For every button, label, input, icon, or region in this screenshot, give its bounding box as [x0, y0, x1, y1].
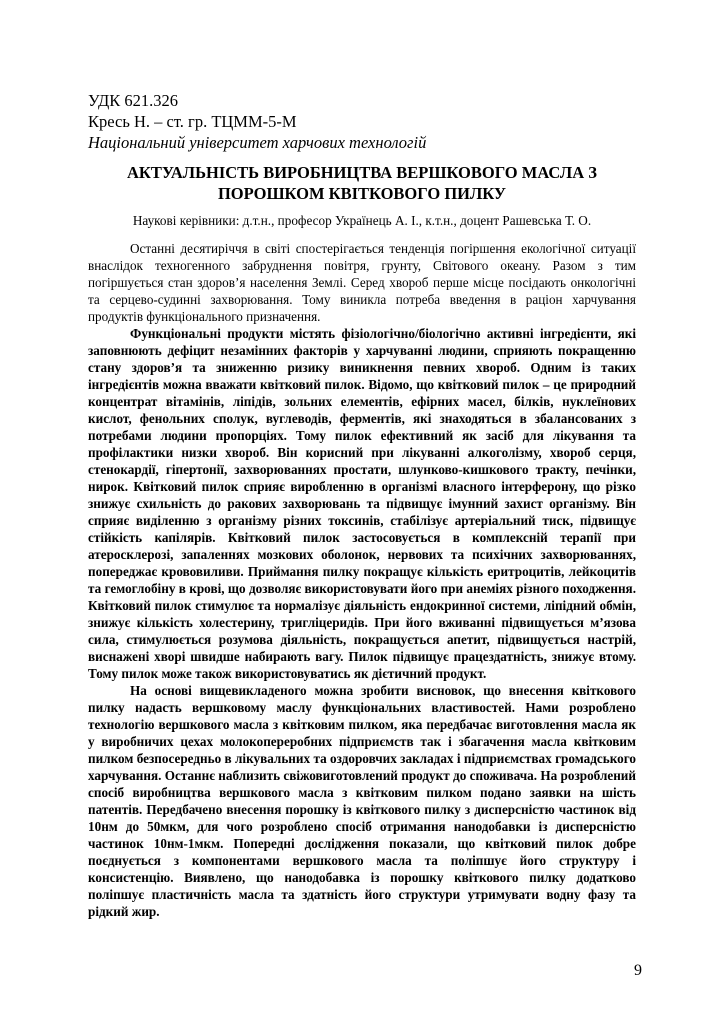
- article-body: [88, 240, 636, 920]
- page-number: 9: [634, 962, 642, 979]
- article-title: [88, 162, 636, 204]
- supervisors-line: Наукові керівники: д.т.н., професор Українець А. І., к.т.н., доцент Рашевська Т. О.: [132, 213, 592, 228]
- paragraph-conclusion: На основі вищевикладеного можна зробити висновок, що внесення квіткового пилку надасть вершковому маслу функціональних властивостей. Нами розроблено технологію вершкового масла з квітковим пилком, яка передбачає виготовлення масла як у виробничих цехах молокопереробних підприємств так і збагачення масла квітковим пилком безпосередньо в лікувальних та оздоровчих закладах і підприємствах громадського харчування. Останнє наблизить свіжовиготовлений продукт до споживача. На розроблений спосіб виробництва вершкового масла з квітковим пилком подано заявки на шість патентів. Передбачено внесення порошку із квіткового пилку з дисперсністю частинок від 10нм до 50мкм, для чого розроблено спосіб отримання нанодобавки із дисперсністю частинок 10нм-1мкм. Попередні дослідження показали, що квітковий пилок добре поєднується з компонентами вершкового масла та поліпшує його структуру і консистенцію. Виявлено, що нанодобавка із порошку квіткового пилку додатково поліпшує пластичність масла та здатність його структури утримувати водну фазу та рідкий жир.: [88, 683, 636, 919]
- paragraph-intro: Останні десятиріччя в світі спостерігається тенденція погіршення екологічної ситуації внаслідок техногенного забруднення повітря, грунту, Світового океану. Разом з тим погіршується стан здоров’я населення Землі. Серед хвороб перше місце посідають онкологічні та серцево-судинні захворювання. Тому виникла потреба введення в раціон харчування продуктів функціонального призначення.: [88, 241, 636, 324]
- udc-code: УДК 621.326: [88, 91, 179, 110]
- paragraph-functional-products: Функціональні продукти містять фізіологічно/біологічно активні інгредієнти, які заповнюють дефіцит незамінних факторів у харчуванні людини, сприяють покращенню стану здоров’я та зниженню ризику виникнення певних хвороб. Одним із таких інгредієнтів можна вважати квітковий пилок. Відомо, що квітковий пилок – це природний концентрат вітамінів, ліпідів, зольних елементів, ефірних масел, білків, нуклеїнових кислот, фенольних сполук, вуглеводів, ферментів, які знаходяться в збалансованих з потребами людини пропорціях. Тому пилок ефективний як засіб для лікування та профілактики низки хвороб. Він корисний при лікуванні алкоголізму, хвороб серця, стенокардії, гіпертонії, захворюваннях простати, шлунково-кишкового тракту, печінки, нирок. Квітковий пилок сприяє виробленню в організмі власного інтерферону, що різко знижує схильність до ракових захворювань та підвищує імунний захист організму. Він сприяє виділенню з організму різних токсинів, стабілізує артеріальний тиск, підвищує стійкість капілярів. Квітковий пилок застосовується в комплексній терапії при атеросклерозі, запаленнях мозкових оболонок, нервових та психічних захворюваннях, попереджає крововиливи. Приймання пилку покращує кількість еритроцитів, лейкоцитів та гемоглобіну в крові, що дозволяє використовувати його при анеміях різного походження. Квітковий пилок стимулює та нормалізує діяльність ендокринної системи, ліпідний обмін, знижує кількість холестерину, тригліцеридів. При його вживанні підвищується м’язова сила, стимулюється розумова діяльність, покращується апетит, підвищується настрій, виснажені хворі швидше набирають вагу. Пилок підвищує працездатність, знижує втому. Тому пилок може також використовуватись як дієтичний продукт.: [88, 326, 636, 681]
- header-block: [88, 90, 648, 153]
- article-title-line-1: АКТУАЛЬНІСТЬ ВИРОБНИЦТВА ВЕРШКОВОГО МАСЛА З: [127, 163, 597, 182]
- affiliation: Національний університет харчових технологій: [88, 133, 427, 152]
- article-title-line-2: ПОРОШКОМ КВІТКОВОГО ПИЛКУ: [217, 184, 507, 203]
- author-line: Кресь Н. – ст. гр. ТЦММ-5-М: [88, 112, 297, 131]
